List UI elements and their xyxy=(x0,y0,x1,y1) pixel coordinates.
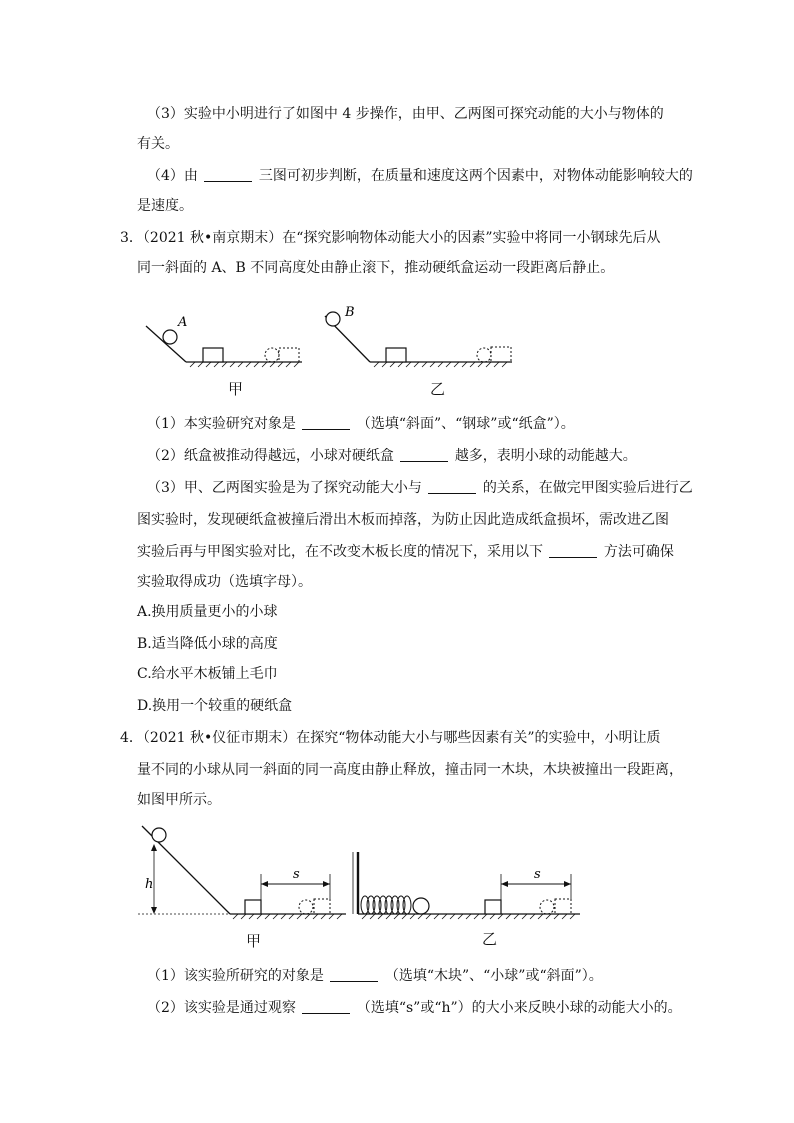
answer-blank[interactable] xyxy=(204,167,252,182)
q3-sub1 xyxy=(147,414,575,434)
q4-intro-line3: 如图甲所示。 xyxy=(137,792,221,808)
q3-option-c: C.给水平木板铺上毛巾 xyxy=(137,666,278,682)
q4-diagram-yi xyxy=(353,852,580,919)
q4-figure xyxy=(138,822,588,922)
answer-blank[interactable] xyxy=(549,543,597,558)
q3-sub3-line2: 图实验时，发现硬纸盒被撞后滑出木板而掉落，为防止因此造成纸盒损坏，需改进乙图 xyxy=(137,512,669,528)
q-prev-p4-pre: （4）由 xyxy=(147,168,198,184)
q4-sub1-post: （选填“木块”、“小球”或“斜面”）。 xyxy=(384,968,603,984)
q3-sub2 xyxy=(147,446,637,466)
q4-label-s-right: s xyxy=(534,867,541,882)
q3-option-a: A.换用质量更小的小球 xyxy=(137,604,278,620)
q3-diagram-jia xyxy=(146,326,302,367)
q4-sub1-pre: （1）该实验所研究的对象是 xyxy=(147,968,324,984)
q3-sub3-line1 xyxy=(147,478,693,498)
answer-blank[interactable] xyxy=(302,415,350,430)
answer-blank[interactable] xyxy=(302,999,350,1014)
q3-intro-line1: 3．（2021 秋•南京期末）在“探究影响物体动能大小的因素”实验中将同一小钢球先后从 xyxy=(120,230,661,246)
answer-blank[interactable] xyxy=(428,479,476,494)
q3-label-a: A xyxy=(178,315,188,330)
q4-caption-jia: 甲 xyxy=(246,932,262,950)
q3-sub3-pre: （3）甲、乙两图实验是为了探究动能大小与 xyxy=(147,480,422,496)
q3-option-d: D.换用一个较重的硬纸盒 xyxy=(137,698,293,714)
q4-sub1 xyxy=(147,966,603,986)
q3-caption-jia: 甲 xyxy=(228,380,244,398)
q3-sub3-line3 xyxy=(137,542,674,562)
q-prev-p4-line2: 是速度。 xyxy=(137,198,193,214)
q3-diagram-yi xyxy=(325,312,512,367)
q4-intro-line2: 量不同的小球从同一斜面的同一高度由静止释放，撞击同一木块，木块被撞出一段距离， xyxy=(137,762,683,778)
q3-caption-yi: 乙 xyxy=(430,380,446,398)
q3-sub3-post: 的关系，在做完甲图实验后进行乙 xyxy=(482,480,693,496)
q-prev-p3-line2: 有关。 xyxy=(137,136,179,152)
q3-sub1-pre: （1）本实验研究对象是 xyxy=(147,416,296,432)
q4-caption-yi: 乙 xyxy=(482,930,498,948)
answer-blank[interactable] xyxy=(330,967,378,982)
q4-sub2-post: （选填“s”或“h”）的大小来反映小球的动能大小的。 xyxy=(356,1000,682,1016)
q4-label-h: h xyxy=(145,877,154,892)
q3-label-b: B xyxy=(345,305,355,320)
q4-sub2-pre: （2）该实验是通过观察 xyxy=(147,1000,296,1016)
answer-blank[interactable] xyxy=(400,447,448,462)
q3-sub3-line4: 实验取得成功（选填字母）。 xyxy=(137,574,312,590)
q4-intro-line1: 4．（2021 秋•仪征市期末）在探究“物体动能大小与哪些因素有关”的实验中，小明让质 xyxy=(120,730,661,746)
q3-intro-line2: 同一斜面的 A、B 不同高度处由静止滚下，推动硬纸盒运动一段距离后静止。 xyxy=(137,260,615,276)
q4-diagram-jia xyxy=(138,826,346,919)
q3-figure xyxy=(140,298,520,398)
q4-sub2 xyxy=(147,998,682,1018)
q3-sub2-pre: （2）纸盒被推动得越远，小球对硬纸盒 xyxy=(147,448,394,464)
q-prev-p3-line1: （3）实验中小明进行了如图中 4 步操作，由甲、乙两图可探究动能的大小与物体的 xyxy=(147,106,664,122)
q-prev-p4-line1 xyxy=(147,166,693,186)
q3-sub3-line3-pre: 实验后再与甲图实验对比，在不改变木板长度的情况下，采用以下 xyxy=(137,544,543,560)
q3-sub3-line3-post: 方法可确保 xyxy=(603,544,674,560)
q3-sub2-post: 越多，表明小球的动能越大。 xyxy=(454,448,637,464)
q4-label-s-left: s xyxy=(293,867,300,882)
q3-option-b: B.适当降低小球的高度 xyxy=(137,636,278,652)
q-prev-p4-post: 三图可初步判断，在质量和速度这两个因素中，对物体动能影响较大的 xyxy=(258,168,693,184)
q3-sub1-post: （选填“斜面”、“钢球”或“纸盒”）。 xyxy=(356,416,575,432)
